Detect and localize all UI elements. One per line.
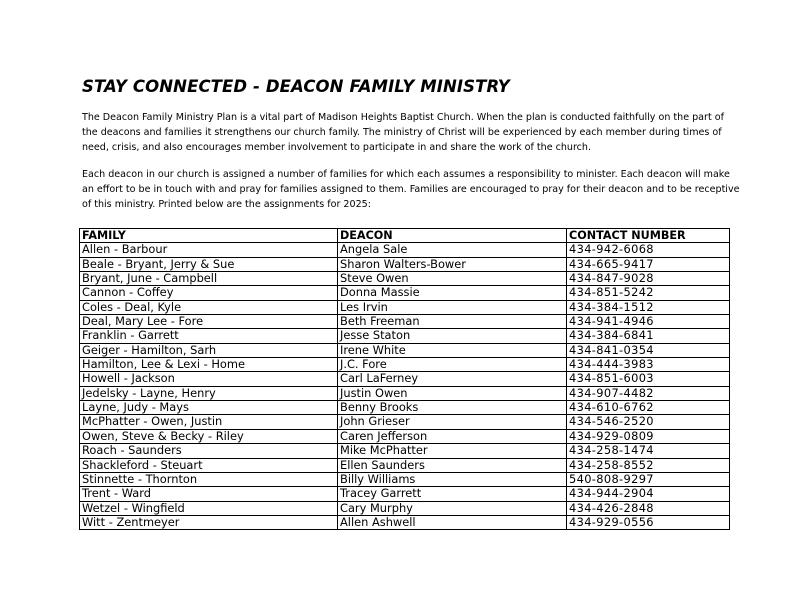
table-row: [80, 286, 730, 300]
family-cell: Layne, Judy - Mays: [80, 401, 338, 415]
table-row: [80, 501, 730, 515]
family-cell: Franklin - Garrett: [80, 329, 338, 343]
family-cell: McPhatter - Owen, Justin: [80, 415, 338, 429]
family-cell: Allen - Barbour: [80, 243, 338, 257]
deacon-cell: Steve Owen: [338, 272, 567, 286]
family-cell: Hamilton, Lee & Lexi - Home: [80, 358, 338, 372]
family-cell: Witt - Zentmeyer: [80, 515, 338, 529]
intro-paragraph: The Deacon Family Ministry Plan is a vital part of Madison Heights Baptist Church. When the plan is conducted faithfully on the part of the deacons and families it strengthens our church family. The ministry of Christ will be experienced by each member during times of need, crisis, and also encourages member involvement to participate in and share the work of the church.: [82, 112, 724, 153]
assignment-table: [79, 228, 730, 530]
deacon-cell: Carl LaFerney: [338, 372, 567, 386]
table-row: [80, 386, 730, 400]
family-cell: Owen, Steve & Becky - Riley: [80, 429, 338, 443]
table-row: [80, 329, 730, 343]
family-cell: Howell - Jackson: [80, 372, 338, 386]
contact-number-cell: 434-851-6003: [567, 372, 730, 386]
contact-number-cell: 434-941-4946: [567, 315, 730, 329]
table-row: [80, 429, 730, 443]
family-cell: Coles - Deal, Kyle: [80, 300, 338, 314]
family-cell: Jedelsky - Layne, Henry: [80, 386, 338, 400]
table-header-row: [80, 229, 730, 243]
table-row: [80, 358, 730, 372]
deacon-cell: Angela Sale: [338, 243, 567, 257]
table-row: [80, 415, 730, 429]
contact-number-cell: 434-847-9028: [567, 272, 730, 286]
table-row: [80, 487, 730, 501]
deacon-cell: Tracey Garrett: [338, 487, 567, 501]
contact-number-cell: 434-665-9417: [567, 257, 730, 271]
contact-number-cell: 434-929-0556: [567, 515, 730, 529]
deacon-cell: Justin Owen: [338, 386, 567, 400]
deacon-cell: Irene White: [338, 343, 567, 357]
deacon-cell: Mike McPhatter: [338, 444, 567, 458]
deacon-cell: Ellen Saunders: [338, 458, 567, 472]
table-row: [80, 300, 730, 314]
deacon-cell: Les Irvin: [338, 300, 567, 314]
deacon-cell: Jesse Staton: [338, 329, 567, 343]
deacon-cell: Donna Massie: [338, 286, 567, 300]
contact-number-cell: 434-384-1512: [567, 300, 730, 314]
deacon-cell: Beth Freeman: [338, 315, 567, 329]
contact-number-cell: 434-444-3983: [567, 358, 730, 372]
contact-number-cell: 434-929-0809: [567, 429, 730, 443]
contact-number-cell: 434-942-6068: [567, 243, 730, 257]
contact-number-cell: 434-907-4482: [567, 386, 730, 400]
table-row: [80, 272, 730, 286]
header-contact-number: CONTACT NUMBER: [567, 229, 730, 243]
table-row: [80, 515, 730, 529]
table-row: [80, 401, 730, 415]
assignment-paragraph: Each deacon in our church is assigned a number of families for which each assumes a responsibility to minister. Each deacon will make an effort to be in touch with and pray for families assigned to them. Families are encouraged to pray for their deacon and to be receptive of this ministry. Printed below are the assignments for 2025:: [82, 169, 740, 210]
table-row: [80, 444, 730, 458]
family-cell: Stinnette - Thornton: [80, 472, 338, 486]
family-cell: Bryant, June - Campbell: [80, 272, 338, 286]
family-cell: Shackleford - Steuart: [80, 458, 338, 472]
family-cell: Deal, Mary Lee - Fore: [80, 315, 338, 329]
family-cell: Cannon - Coffey: [80, 286, 338, 300]
table-row: [80, 343, 730, 357]
deacon-cell: Allen Ashwell: [338, 515, 567, 529]
contact-number-cell: 540-808-9297: [567, 472, 730, 486]
header-family: FAMILY: [80, 229, 338, 243]
table-row: [80, 243, 730, 257]
table-row: [80, 315, 730, 329]
deacon-cell: Benny Brooks: [338, 401, 567, 415]
table-row: [80, 372, 730, 386]
deacon-cell: Sharon Walters-Bower: [338, 257, 567, 271]
page-title: STAY CONNECTED - DEACON FAMILY MINISTRY: [82, 77, 510, 96]
contact-number-cell: 434-851-5242: [567, 286, 730, 300]
deacon-cell: Caren Jefferson: [338, 429, 567, 443]
family-cell: Geiger - Hamilton, Sarh: [80, 343, 338, 357]
deacon-cell: John Grieser: [338, 415, 567, 429]
contact-number-cell: 434-944-2904: [567, 487, 730, 501]
table-row: [80, 257, 730, 271]
deacon-cell: Billy Williams: [338, 472, 567, 486]
family-cell: Roach - Saunders: [80, 444, 338, 458]
contact-number-cell: 434-841-0354: [567, 343, 730, 357]
contact-number-cell: 434-258-8552: [567, 458, 730, 472]
deacon-cell: J.C. Fore: [338, 358, 567, 372]
deacon-cell: Cary Murphy: [338, 501, 567, 515]
family-cell: Trent - Ward: [80, 487, 338, 501]
family-cell: Beale - Bryant, Jerry & Sue: [80, 257, 338, 271]
table-row: [80, 458, 730, 472]
contact-number-cell: 434-258-1474: [567, 444, 730, 458]
contact-number-cell: 434-546-2520: [567, 415, 730, 429]
table-row: [80, 472, 730, 486]
contact-number-cell: 434-610-6762: [567, 401, 730, 415]
header-deacon: DEACON: [338, 229, 567, 243]
family-cell: Wetzel - Wingfield: [80, 501, 338, 515]
contact-number-cell: 434-426-2848: [567, 501, 730, 515]
contact-number-cell: 434-384-6841: [567, 329, 730, 343]
